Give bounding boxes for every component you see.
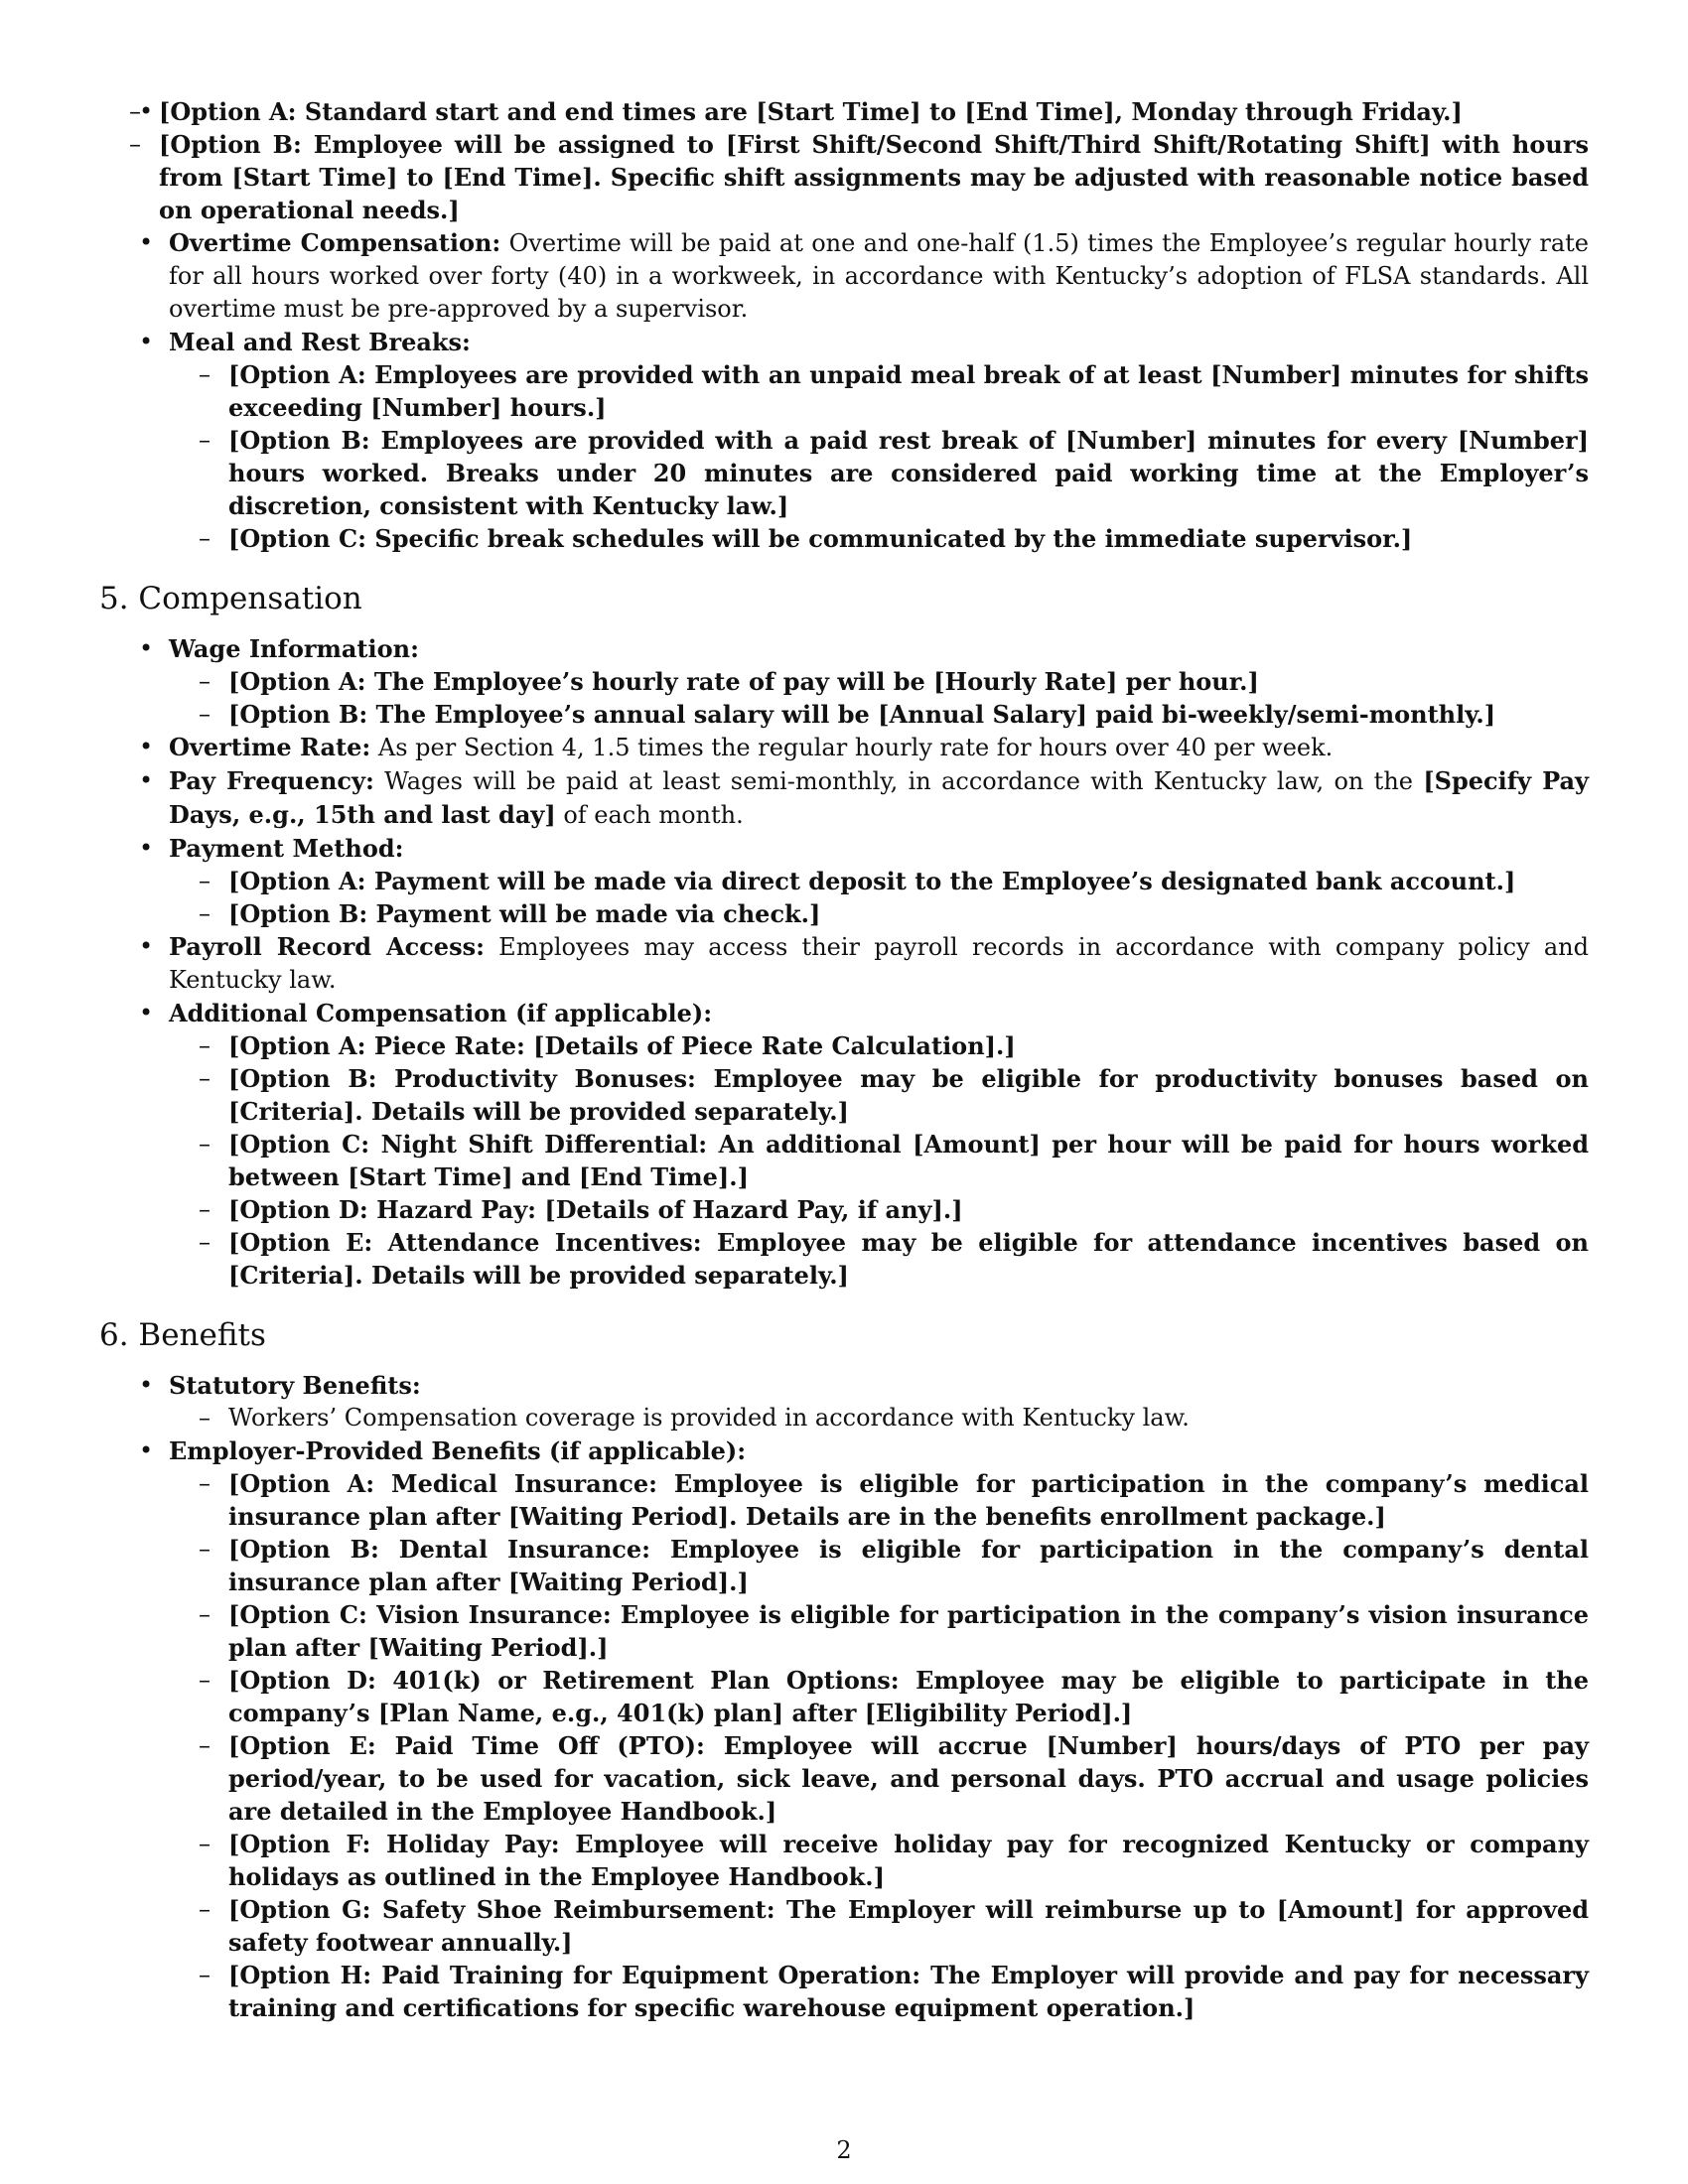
wage-information-item <box>99 632 1589 731</box>
section-heading-benefits: 6. Benefits <box>99 1317 266 1353</box>
employer-benefits-item: • Employer-Provided Benefits (if applicable): – [Option A: Medical Insurance: Employee is eligible for participation in the company’s medical insurance plan after [Waiting Period]. Details are in the benefits enrollment package.] – [Option B: Dental Insurance: Employee is eligible for participation in the company’s dental insurance plan after [Waiting Period].] – [Option C: Vision Insurance: Employee is eligible for participation in the company’s vision insurance plan after [Waiting Period].] – [Option D: 401(k) or Retirement Plan Options: Employee may be eligible to participate in the company’s [Plan Name, e.g., 401(k) plan] after [Eligibility Period].] – [Option E: Paid Time Off (PTO): Employee will accrue [Number] hours/days of PTO per pay period/year, to be used for vacation, sick leave, and personal days. PTO accrual and usage policies are detailed in the Employee Handbook.] – [Option F: Holiday Pay: Employee will receive holiday pay for recognized Kentucky or company holidays as outlined in the Employee Handbook.] – [Option G: Safety Shoe Reimbursement: The Employer will reimburse up to [Amount] for approved safety footwear annually.] – [Option H: Paid Training for Equipment Operation: The Employer will provide and pay for necessary training and certifications for specific warehouse equipment operation.] <box>99 1434 1589 2024</box>
benefit-option-a: – [Option A: Medical Insurance: Employee is eligible for participation in the company’s medical insurance plan after [Waiting Period]. Details are in the benefits enrollment package.] <box>99 1467 1589 1533</box>
benefit-option-e: – [Option E: Paid Time Off (PTO): Employee will accrue [Number] hours/days of PTO per pay period/year, to be used for vacation, sick leave, and personal days. PTO accrual and usage policies are detailed in the Employee Handbook.] <box>99 1729 1589 1828</box>
payment-option-a: – [Option A: Payment will be made via direct deposit to the Employee’s designated bank account.] <box>99 865 1589 897</box>
document-page <box>99 95 1589 2024</box>
wage-information-label: • Wage Information: <box>169 634 419 663</box>
employer-benefits-options <box>169 1467 1589 2024</box>
additional-option-a: – [Option A: Piece Rate: [Details of Piece Rate Calculation].] <box>99 1029 1589 1062</box>
benefit-option-h: – [Option H: Paid Training for Equipment Operation: The Employer will provide and pay for necessary training and certifications for specific warehouse equipment operation.] <box>99 1959 1589 2024</box>
schedule-option-b: – [Option B: Employee will be assigned to [First Shift/Second Shift/Third Shift/Rotating Shift] with hours from [Start Time] to [End Time]. Specific shift assignments may be adjusted with reasonable notice based on operational needs.] <box>30 128 1589 226</box>
work-hours-list <box>99 95 1589 555</box>
overtime-rate-item: • Overtime Rate: As per Section 4, 1.5 times the regular hourly rate for hours over 40 per week. <box>99 731 1589 764</box>
break-option-b: – [Option B: Employees are provided with a paid rest break of [Number] minutes for every [Number] hours worked. Breaks under 20 minutes are considered paid working time at the Employer’s discretion, consistent with Kentucky law.] <box>99 424 1589 522</box>
additional-compensation-item: • Additional Compensation (if applicable): – [Option A: Piece Rate: [Details of Piece Rate Calculation].] – [Option B: Productivity Bonuses: Employee may be eligible for productivity bonuses based on [Criteria]. Details will be provided separately.] – [Option C: Night Shift Differential: An additional [Amount] per hour will be paid for hours worked between [Start Time] and [End Time].] – [Option D: Hazard Pay: [Details of Hazard Pay, if any].] – [Option E: Attendance Incentives: Employee may be eligible for attendance incentives based on [Criteria]. Details will be provided separately.] <box>99 997 1589 1292</box>
page-number: 2 <box>836 2136 852 2164</box>
overtime-compensation-text: Overtime will be paid at one and one-half (1.5) times the Employee’s regular hourly rate for all hours worked over forty (40) in a workweek, in accordance with Kentucky’s adoption of FLSA standards. All overtime must be pre-approved by a supervisor. <box>169 229 1589 323</box>
statutory-benefits-options <box>169 1402 1589 1434</box>
benefit-option-d: – [Option D: 401(k) or Retirement Plan Options: Employee may be eligible to participate in the company’s [Plan Name, e.g., 401(k) plan] after [Eligibility Period].] <box>99 1664 1589 1729</box>
additional-option-c: – [Option C: Night Shift Differential: An additional [Amount] per hour will be paid for hours worked between [Start Time] and [End Time].] <box>99 1128 1589 1193</box>
benefit-option-c: – [Option C: Vision Insurance: Employee is eligible for participation in the company’s vision insurance plan after [Waiting Period].] <box>99 1598 1589 1664</box>
payment-method-options <box>169 865 1589 930</box>
break-option-a: – [Option A: Employees are provided with an unpaid meal break of at least [Number] minutes for shifts exceeding [Number] hours.] <box>99 358 1589 424</box>
benefit-option-b: – [Option B: Dental Insurance: Employee is eligible for participation in the company’s dental insurance plan after [Waiting Period].] <box>99 1533 1589 1598</box>
compensation-list <box>99 632 1589 1292</box>
overtime-compensation-item <box>99 226 1589 326</box>
wage-option-b: – [Option B: The Employee’s annual salary will be [Annual Salary] paid bi-weekly/semi-monthly.] <box>99 698 1589 731</box>
pay-frequency-item: • Pay Frequency: Wages will be paid at least semi-monthly, in accordance with Kentucky law, on the [Specify Pay Days, e.g., 15th and last day] of each month. <box>99 764 1589 832</box>
benefits-list <box>99 1369 1589 2024</box>
meal-rest-breaks-options <box>169 358 1589 555</box>
schedule-option-a: – • [Option A: Standard start and end times are [Start Time] to [End Time], Monday through Friday.] <box>30 95 1589 128</box>
wage-options <box>169 665 1589 731</box>
benefit-option-g: – [Option G: Safety Shoe Reimbursement: The Employer will reimburse up to [Amount] for approved safety footwear annually.] <box>99 1893 1589 1959</box>
work-schedule-options <box>99 95 1589 226</box>
statutory-item-workers-comp: – Workers’ Compensation coverage is provided in accordance with Kentucky law. <box>99 1402 1589 1434</box>
overtime-compensation-label: Overtime Compensation: <box>169 228 501 257</box>
benefit-option-f: – [Option F: Holiday Pay: Employee will receive holiday pay for recognized Kentucky or company holidays as outlined in the Employee Handbook.] <box>99 1828 1589 1893</box>
payment-option-b: – [Option B: Payment will be made via check.] <box>99 897 1589 930</box>
additional-compensation-options <box>169 1029 1589 1292</box>
meal-rest-breaks-label: • Meal and Rest Breaks: <box>169 328 471 356</box>
statutory-benefits-item: • Statutory Benefits: – Workers’ Compensation coverage is provided in accordance with Kentucky law. <box>99 1369 1589 1434</box>
additional-option-b: – [Option B: Productivity Bonuses: Employee may be eligible for productivity bonuses based on [Criteria]. Details will be provided separately.] <box>99 1062 1589 1128</box>
additional-option-e: – [Option E: Attendance Incentives: Employee may be eligible for attendance incentives based on [Criteria]. Details will be provided separately.] <box>99 1226 1589 1292</box>
payroll-record-access-item: • Payroll Record Access: Employees may access their payroll records in accordance with company policy and Kentucky law. <box>99 930 1589 997</box>
wage-option-a: – [Option A: The Employee’s hourly rate of pay will be [Hourly Rate] per hour.] <box>99 665 1589 698</box>
payment-method-item: • Payment Method: – [Option A: Payment will be made via direct deposit to the Employee’s designated bank account.] – [Option B: Payment will be made via check.] <box>99 832 1589 930</box>
break-option-c: – [Option C: Specific break schedules will be communicated by the immediate supervisor.] <box>99 522 1589 555</box>
section-heading-compensation: 5. Compensation <box>99 581 362 616</box>
additional-option-d: – [Option D: Hazard Pay: [Details of Hazard Pay, if any].] <box>99 1193 1589 1226</box>
meal-rest-breaks-item <box>99 326 1589 555</box>
work-schedule-item <box>99 95 1589 226</box>
